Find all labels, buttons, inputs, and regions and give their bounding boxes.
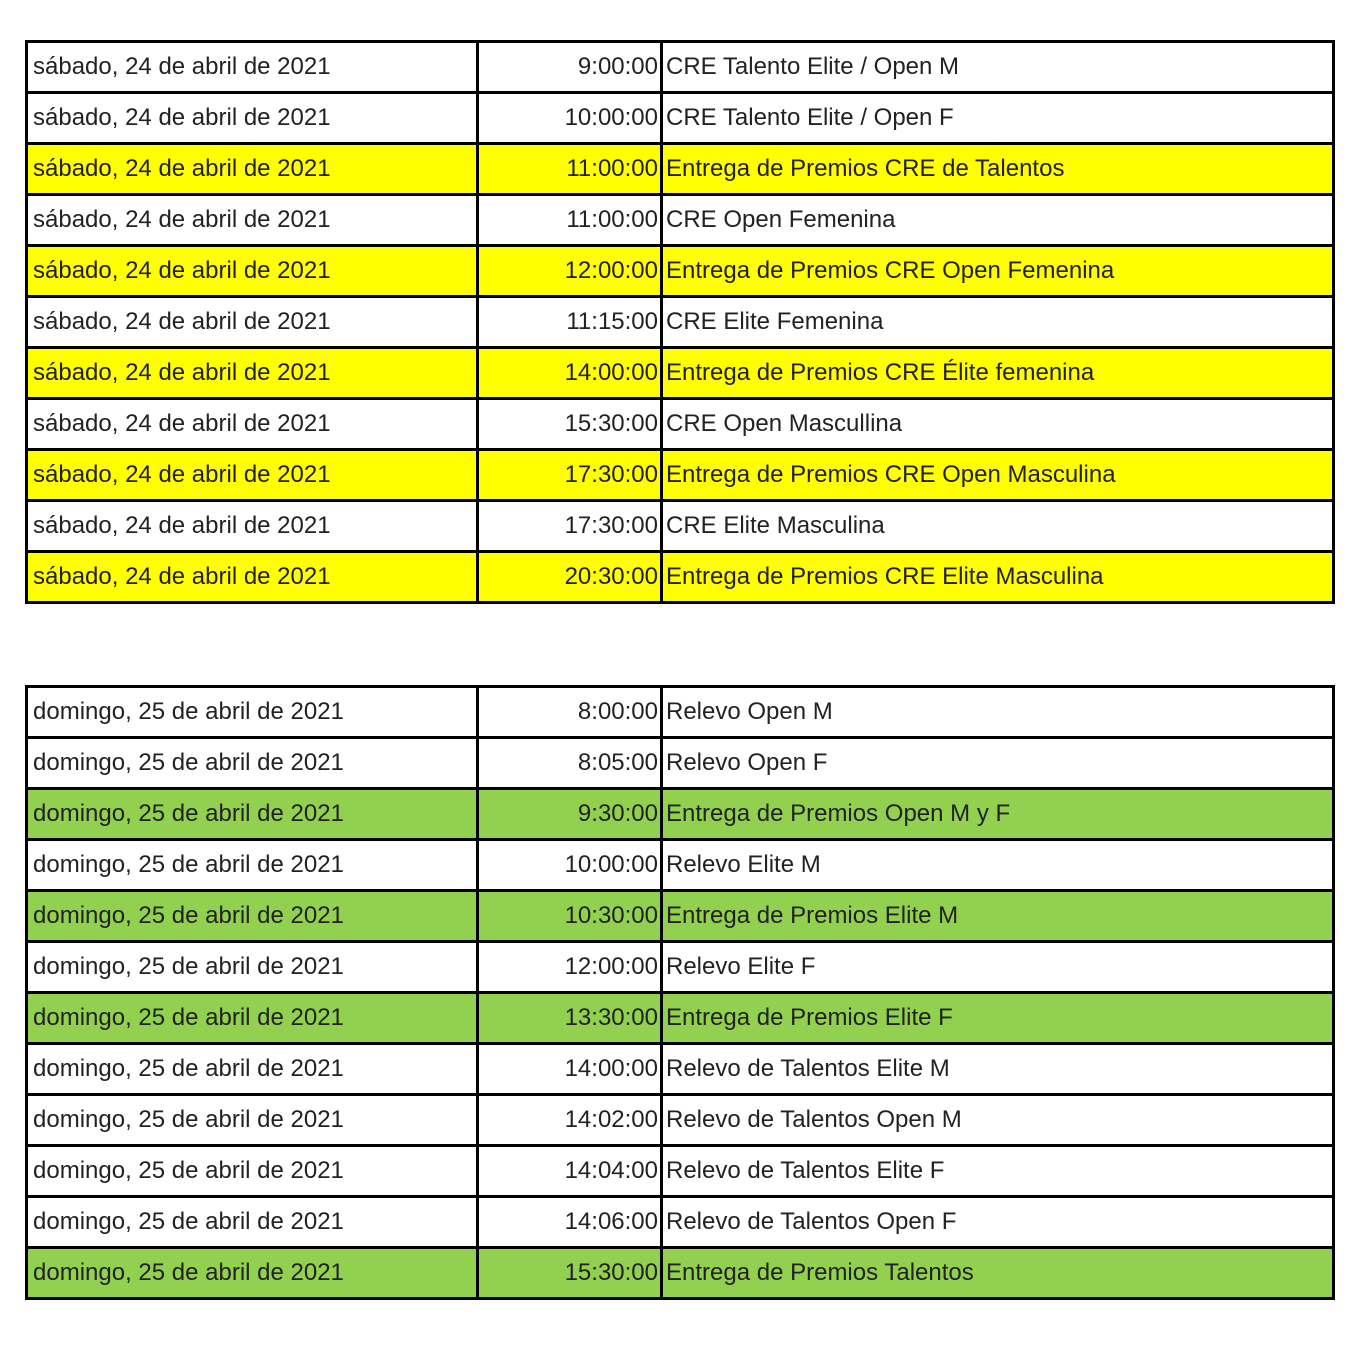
date-cell: sábado, 24 de abril de 2021	[27, 195, 478, 246]
time-cell: 13:30:00	[478, 993, 662, 1044]
time-cell: 17:30:00	[478, 501, 662, 552]
time-cell: 9:00:00	[478, 42, 662, 93]
time-cell: 10:30:00	[478, 891, 662, 942]
event-cell: CRE Talento Elite / Open M	[662, 42, 1334, 93]
event-cell: Relevo de Talentos Elite M	[662, 1044, 1334, 1095]
date-cell: domingo, 25 de abril de 2021	[27, 1197, 478, 1248]
time-cell: 20:30:00	[478, 552, 662, 603]
date-cell: domingo, 25 de abril de 2021	[27, 840, 478, 891]
date-cell: domingo, 25 de abril de 2021	[27, 1095, 478, 1146]
date-cell: sábado, 24 de abril de 2021	[27, 552, 478, 603]
time-cell: 12:00:00	[478, 942, 662, 993]
event-cell: Relevo Open M	[662, 687, 1334, 738]
time-cell: 12:00:00	[478, 246, 662, 297]
award-ceremony-row	[27, 450, 1334, 501]
event-cell: CRE Elite Femenina	[662, 297, 1334, 348]
event-cell: Entrega de Premios CRE Elite Masculina	[662, 552, 1334, 603]
schedule-row	[27, 687, 1334, 738]
date-cell: sábado, 24 de abril de 2021	[27, 501, 478, 552]
schedule-row	[27, 1095, 1334, 1146]
award-ceremony-row	[27, 891, 1334, 942]
schedule-row	[27, 195, 1334, 246]
event-cell: Relevo Elite F	[662, 942, 1334, 993]
schedule-row	[27, 738, 1334, 789]
award-ceremony-row	[27, 144, 1334, 195]
event-cell: Entrega de Premios Open M y F	[662, 789, 1334, 840]
event-cell: Relevo Elite M	[662, 840, 1334, 891]
event-cell: CRE Open Femenina	[662, 195, 1334, 246]
time-cell: 14:04:00	[478, 1146, 662, 1197]
event-cell: CRE Elite Masculina	[662, 501, 1334, 552]
date-cell: sábado, 24 de abril de 2021	[27, 450, 478, 501]
event-cell: Entrega de Premios CRE Open Masculina	[662, 450, 1334, 501]
schedule-row	[27, 93, 1334, 144]
date-cell: domingo, 25 de abril de 2021	[27, 891, 478, 942]
date-cell: domingo, 25 de abril de 2021	[27, 1248, 478, 1299]
schedule-row	[27, 42, 1334, 93]
schedule-row	[27, 1044, 1334, 1095]
event-cell: Entrega de Premios Elite F	[662, 993, 1334, 1044]
time-cell: 15:30:00	[478, 399, 662, 450]
saturday-rows	[27, 42, 1334, 603]
sunday-schedule-table	[25, 685, 1335, 1300]
award-ceremony-row	[27, 993, 1334, 1044]
event-cell: Entrega de Premios Talentos	[662, 1248, 1334, 1299]
schedule-row	[27, 942, 1334, 993]
schedule-row	[27, 1197, 1334, 1248]
date-cell: domingo, 25 de abril de 2021	[27, 789, 478, 840]
award-ceremony-row	[27, 552, 1334, 603]
date-cell: sábado, 24 de abril de 2021	[27, 144, 478, 195]
event-cell: Relevo Open F	[662, 738, 1334, 789]
time-cell: 8:05:00	[478, 738, 662, 789]
award-ceremony-row	[27, 789, 1334, 840]
event-cell: Entrega de Premios CRE Open Femenina	[662, 246, 1334, 297]
date-cell: sábado, 24 de abril de 2021	[27, 348, 478, 399]
award-ceremony-row	[27, 1248, 1334, 1299]
time-cell: 17:30:00	[478, 450, 662, 501]
time-cell: 10:00:00	[478, 840, 662, 891]
time-cell: 10:00:00	[478, 93, 662, 144]
time-cell: 14:00:00	[478, 1044, 662, 1095]
sunday-rows	[27, 687, 1334, 1299]
time-cell: 14:00:00	[478, 348, 662, 399]
event-cell: Entrega de Premios CRE Élite femenina	[662, 348, 1334, 399]
date-cell: domingo, 25 de abril de 2021	[27, 687, 478, 738]
date-cell: sábado, 24 de abril de 2021	[27, 297, 478, 348]
event-cell: Entrega de Premios Elite M	[662, 891, 1334, 942]
time-cell: 8:00:00	[478, 687, 662, 738]
schedule-row	[27, 501, 1334, 552]
schedule-row	[27, 399, 1334, 450]
event-cell: Relevo de Talentos Open F	[662, 1197, 1334, 1248]
time-cell: 9:30:00	[478, 789, 662, 840]
schedule-row	[27, 1146, 1334, 1197]
date-cell: domingo, 25 de abril de 2021	[27, 738, 478, 789]
event-cell: Entrega de Premios CRE de Talentos	[662, 144, 1334, 195]
date-cell: domingo, 25 de abril de 2021	[27, 1146, 478, 1197]
event-cell: CRE Open Mascullina	[662, 399, 1334, 450]
date-cell: domingo, 25 de abril de 2021	[27, 1044, 478, 1095]
date-cell: domingo, 25 de abril de 2021	[27, 993, 478, 1044]
time-cell: 14:02:00	[478, 1095, 662, 1146]
schedule-row	[27, 840, 1334, 891]
date-cell: domingo, 25 de abril de 2021	[27, 942, 478, 993]
event-cell: Relevo de Talentos Open M	[662, 1095, 1334, 1146]
event-cell: Relevo de Talentos Elite F	[662, 1146, 1334, 1197]
saturday-schedule-table	[25, 40, 1335, 604]
time-cell: 11:00:00	[478, 144, 662, 195]
award-ceremony-row	[27, 246, 1334, 297]
date-cell: sábado, 24 de abril de 2021	[27, 42, 478, 93]
schedule-row	[27, 297, 1334, 348]
date-cell: sábado, 24 de abril de 2021	[27, 246, 478, 297]
time-cell: 15:30:00	[478, 1248, 662, 1299]
event-cell: CRE Talento Elite / Open F	[662, 93, 1334, 144]
time-cell: 11:00:00	[478, 195, 662, 246]
date-cell: sábado, 24 de abril de 2021	[27, 399, 478, 450]
time-cell: 14:06:00	[478, 1197, 662, 1248]
award-ceremony-row	[27, 348, 1334, 399]
date-cell: sábado, 24 de abril de 2021	[27, 93, 478, 144]
time-cell: 11:15:00	[478, 297, 662, 348]
